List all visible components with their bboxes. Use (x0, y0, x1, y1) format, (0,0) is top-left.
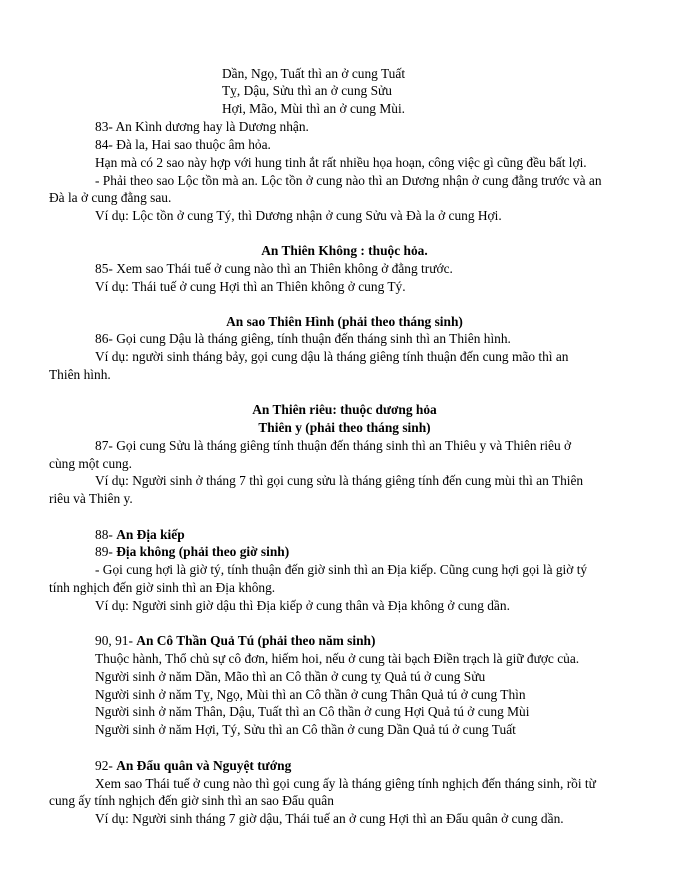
example-line-1: Ví dụ: Người sinh ở tháng 7 thì gọi cung sửu là tháng giêng tính đến cung mùi thì an Thiên (95, 473, 584, 488)
body-line: Thuộc hành, Thổ chủ sự cô đơn, hiếm hoi, nếu ở cung tài bạch Điền trạch là giữ được của. (95, 651, 580, 666)
body-line: Người sinh ở năm Thân, Dậu, Tuất thì an Cô thần ở cung Hợi Quả tú ở cung Mùi (95, 704, 530, 719)
item-number: 88- (95, 527, 117, 542)
body-line: Người sinh ở năm Dần, Mão thì an Cô thần ở cung tỵ Quả tú ở cung Sửu (95, 669, 486, 684)
example-line-2: Thiên hình. (49, 367, 111, 382)
item-number: 89- (95, 544, 117, 559)
item-title: Địa không (phải theo giờ sinh) (116, 544, 290, 559)
han-paragraph: Hạn mà có 2 sao này hợp với hung tinh ắt rất nhiều họa hoạn, công việc gì cũng đều bất lợi. (95, 155, 587, 170)
example-line-2: riêu và Thiên y. (49, 491, 133, 506)
section-heading: An Thiên riêu: thuộc dương hỏa (252, 402, 437, 417)
body-line-2: cung ấy tính nghịch đến giờ sinh thì an sao Đẩu quân (49, 793, 334, 808)
item-87-line-1: 87- Gọi cung Sửu là tháng giêng tính thuận đến tháng sinh thì an Thiêu y và Thiên riêu ở (95, 438, 572, 453)
item-number: 90, 91- (95, 633, 137, 648)
list-line: Tỵ, Dậu, Sửu thì an ở cung Sửu (222, 83, 392, 98)
list-line: Hợi, Mão, Mùi thì an ở cung Mùi. (222, 101, 406, 116)
example-line: Ví dụ: Lộc tồn ở cung Tý, thì Dương nhận ở cung Sửu và Đà la ở cung Hợi. (95, 208, 502, 223)
body-line-1: Xem sao Thái tuế ở cung nào thì gọi cung ấy là tháng giêng tính nghịch đến tháng sinh, rồi từ (95, 776, 596, 791)
example-line: Ví dụ: Thái tuế ở cung Hợi thì an Thiên không ở cung Tý. (95, 279, 406, 294)
rule-line-2: Đà la ở cung đằng sau. (49, 190, 172, 205)
item-84: 84- Đà la, Hai sao thuộc âm hỏa. (95, 137, 271, 152)
rule-line-2: tính nghịch đến giờ sinh thì an Địa không. (49, 580, 276, 595)
item-number: 92- (95, 758, 117, 773)
example-line: Ví dụ: Người sinh giờ dậu thì Địa kiếp ở cung thân và Địa không ở cung dần. (95, 598, 510, 613)
body-line: Người sinh ở năm Tỵ, Ngọ, Mùi thì an Cô thần ở cung Thân Quả tú ở cung Thìn (95, 687, 526, 702)
item-title: An Cô Thần Quả Tú (phải theo năm sinh) (136, 633, 376, 648)
section-heading: An sao Thiên Hình (phải theo tháng sinh) (226, 314, 463, 329)
item-title: An Địa kiếp (116, 527, 185, 542)
list-line: Dần, Ngọ, Tuất thì an ở cung Tuất (222, 66, 406, 81)
rule-line-1: - Gọi cung hợi là giờ tý, tính thuận đến giờ sinh thì an Địa kiếp. Cũng cung hợi gọi là giờ tý (95, 562, 588, 577)
rule-line-1: - Phải theo sao Lộc tồn mà an. Lộc tồn ở cung nào thì an Dương nhận ở cung đằng trước và an (95, 173, 602, 188)
item-87-line-2: cùng một cung. (49, 456, 132, 471)
section-heading: An Thiên Không : thuộc hỏa. (261, 243, 428, 258)
item-92 (95, 757, 291, 774)
item-90-91 (95, 632, 375, 649)
example-line: Ví dụ: Người sinh tháng 7 giờ dậu, Thái tuế an ở cung Hợi thì an Đẩu quân ở cung dần. (95, 811, 564, 826)
item-85: 85- Xem sao Thái tuế ở cung nào thì an Thiên không ở đằng trước. (95, 261, 453, 276)
item-title: An Đẩu quân và Nguyệt tướng (116, 758, 292, 773)
item-86: 86- Gọi cung Dậu là tháng giêng, tính thuận đến tháng sinh thì an Thiên hình. (95, 331, 511, 346)
example-line-1: Ví dụ: người sinh tháng bảy, gọi cung dậu là tháng giêng tính thuận đến cung mão thì an (95, 349, 569, 364)
body-line: Người sinh ở năm Hợi, Tý, Sửu thì an Cô thần ở cung Dần Quả tú ở cung Tuất (95, 722, 516, 737)
item-88 (95, 526, 185, 543)
section-subheading: Thiên y (phải theo tháng sinh) (258, 420, 431, 435)
item-83: 83- An Kình dương hay là Dương nhận. (95, 119, 309, 134)
item-89 (95, 543, 289, 560)
